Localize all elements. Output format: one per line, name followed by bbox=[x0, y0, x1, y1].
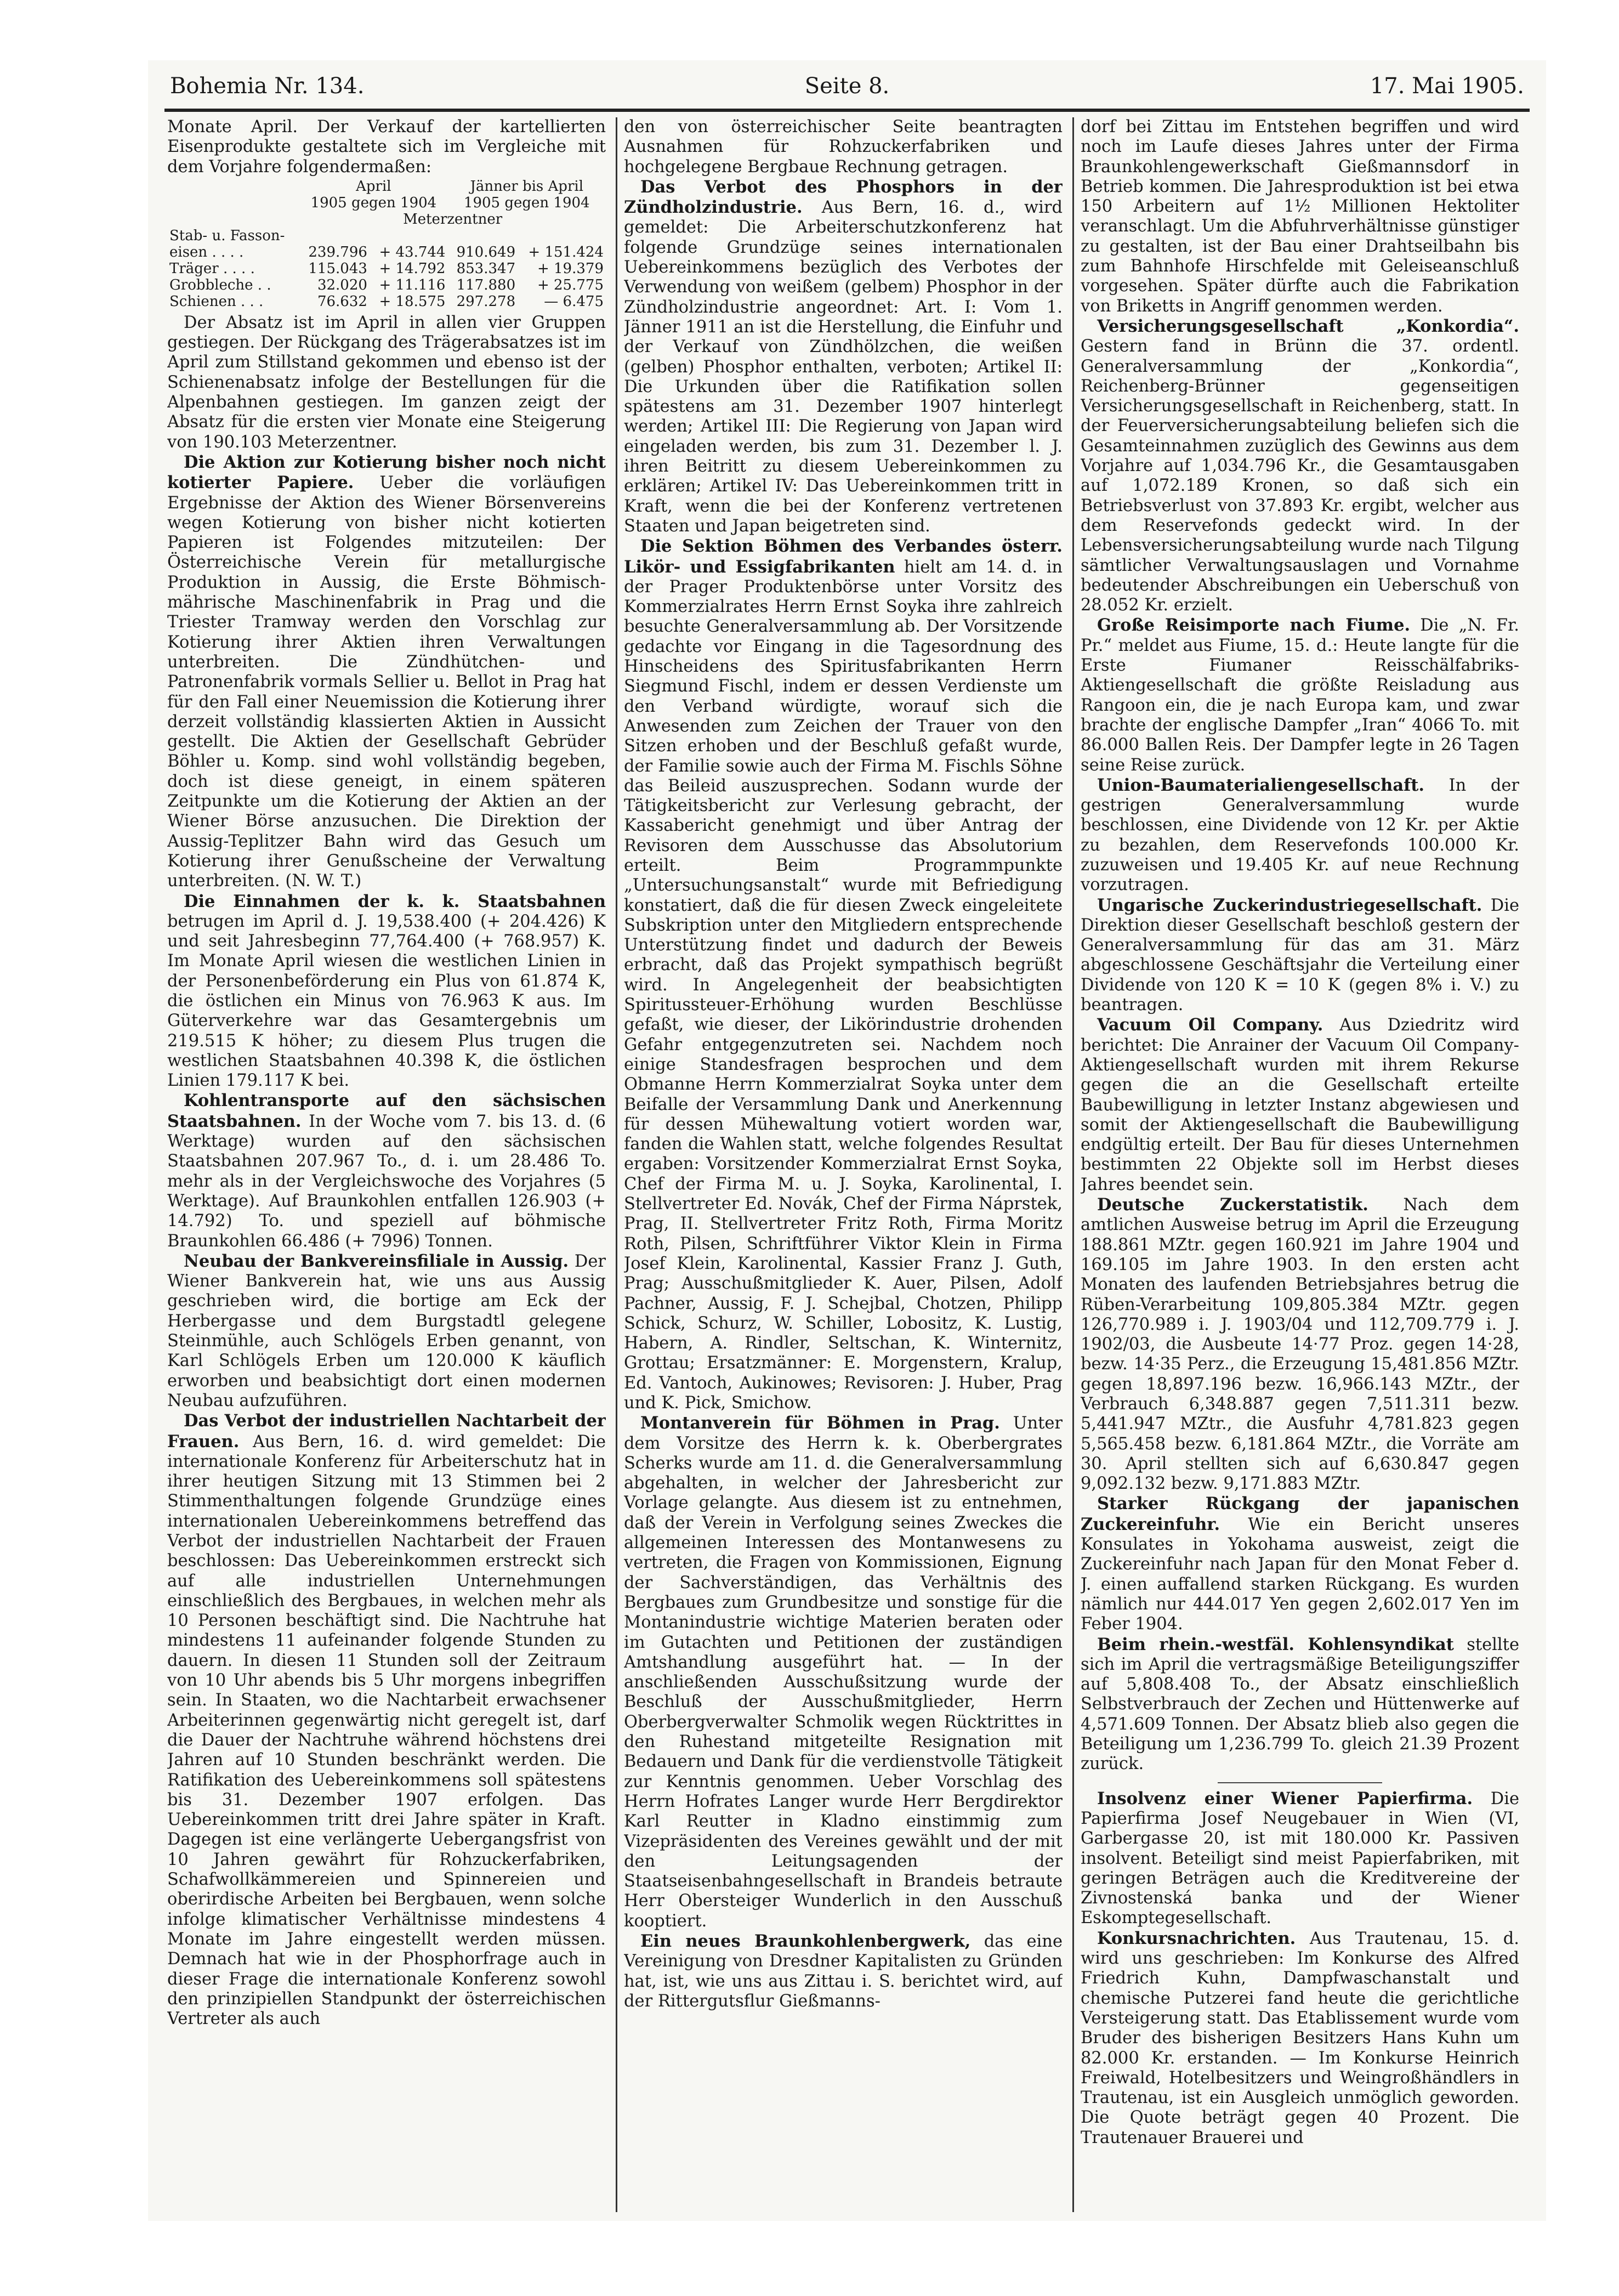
page-number: Seite 8. bbox=[804, 73, 890, 99]
table-cell: Stab- u. Fasson- bbox=[169, 227, 285, 244]
table-cell: + 14.792 bbox=[379, 260, 446, 277]
table-cell: + 151.424 bbox=[528, 243, 604, 260]
table-cell: 32.020 bbox=[317, 276, 367, 293]
article-heading: Union-Baumaterialiengesellschaft. bbox=[1097, 775, 1424, 795]
article-body: Aus Bern, 16. d. wird gemeldet: Die internationale Konferenz für Arbeiterschutz hat in ihrer heutigen Sitzung mit 13 Stimmen bei 2 Stimmenthaltungen folgende Grundzüge eines internationalen Uebereinkommens betreffend das Verbot der industriellen Nachtarbeit der Frauen beschlossen: Das Uebereinkommen erstreckt sich auf alle industriellen Unternehmungen einschließlich des Bergbaues, in welchen mehr als 10 Personen beschäftigt sind. Die Nachtruhe hat mindestens 11 aufeinander folgende Stunden zu dauern. In diesen 11 Stunden soll der Zeitraum von 10 Uhr abends bis 5 Uhr morgens inbegriffen sein. In Staaten, wo die Nachtarbeit erwachsener Arbeiterinnen gegenwärtig nicht geregelt ist, darf die Dauer der Nachtruhe während höchstens drei Jahren auf 10 Stunden beschränkt werden. Die Ratifikation des Uebereinkommens soll spätestens bis 31. Dezember 1907 erfolgen. Das Uebereinkommen tritt drei Jahre später in Kraft. Dagegen ist eine verlängerte Uebergangsfrist von 10 Jahren gewährt für Rohzuckerfabriken, Schafwollkämmereien und Spinnereien und oberirdische Arbeiten bei Bergbauen, wenn solche infolge klimatischer Verhältnisse mindestens 4 Monate im Jahre eingestellt werden müssen. Demnach hat wie in der Phosphorfrage auch in dieser Frage die internationale Konferenz sowohl den prinzipiellen Standpunkt der österreichischen Vertreter als auch bbox=[167, 1432, 606, 2029]
article-heading: Versicherungsgesellschaft „Konkordia“. bbox=[1097, 316, 1519, 336]
article-body: Unter dem Vorsitze des Herrn k. k. Oberbergrates Scherks wurde am 11. d. die Generalversammlung abgehalten, in welcher der Jahresbericht zur Vorlage gelangte. Aus diesem ist zu entnehmen, daß der Verein in Verfolgung seines Zweckes die allgemeinen Interessen des Montanwesens zu vertreten, die Fragen von Kommissionen, Eignung der Sachverständigen, das Verhältnis des Bergbaues zum Grundbesitze und sonstige für die Montanindustrie wichtige Materien beraten oder im Gutachten und Petitionen der zuständigen Amtshandlung ausgeführt hat. — In der anschließenden Ausschußsitzung wurde der Beschluß der Ausschußmitglieder, Herrn Oberbergverwalter Schmolik wegen Rücktrittes in den Ruhestand mitgeteilte Resignation mit Bedauern und Dank für die verdienstvolle Tätigkeit zur Kenntnis genommen. Ueber Vorschlag des Herrn Hofrates Langer wurde Herr Bergdirektor Karl Reutter in Kladno einstimmig zum Vizepräsidenten des Vereines gewählt und der mit den Leitungsagenden der Staatseisenbahngesellschaft in Brandeis betraute Herr Obersteiger Wunderlich in den Ausschuß kooptiert. bbox=[624, 1414, 1063, 1931]
article-body: betrugen im April d. J. 19,538.400 (+ 204.426) K und seit Jahresbeginn 77,764.400 (+ 768.957) K. Im Monate April wiesen die westlichen Linien in der Personenbeförderung ein Plus von 61.874 K, die östlichen ein Minus von 76.963 K aus. Im Güterverkehre war das Gesamtergebnis um 219.515 K höher; zu diesem Plus trugen die westlichen Staatsbahnen 40.398 K, die östlichen Linien 179.117 K bei. bbox=[167, 911, 606, 1091]
table-cell: Grobbleche . . bbox=[169, 276, 271, 293]
table-head: April bbox=[356, 178, 391, 195]
article-body: Aus Dziedritz wird berichtet: Die Anrainer der Vacuum Oil Company-Aktiengesellschaft wurden mit ihrem Rekurse gegen die an die Gesellschaft erteilte Baubewilligung in letzter Instanz abgewiesen und somit der Aktiengesellschaft die Baubewilligung endgültig erteilt. Der Bau für dieses Unternehmen bestimmten 22 Objekte soll im Herbst dieses Jahres beendet sein. bbox=[1081, 1016, 1519, 1194]
article-body: Nach dem amtlichen Ausweise betrug im April die Erzeugung 188.861 MZtr. gegen 160.921 im Jahre 1904 und 169.105 im Jahre 1903. In den ersten acht Monaten des laufenden Betriebsjahres betrug die Rüben-Verarbeitung 109,805.384 MZtr. gegen 126,770.989 i. J. 1903/04 und 112,709.779 i. J. 1902/03, die Ausbeute 14·77 Proz. gegen 14·28, bezw. 14·35 Perz., die Erzeugung 15,481.856 MZtr. gegen 18,897.196 bezw. 16,966.143 MZtr., der Verbrauch 6,348.887 gegen 7,511.311 bezw. 5,441.947 MZtr., die Ausfuhr 4,781.823 gegen 5,565.458 bezw. 6,181.864 MZtr., die Vorräte am 30. April stellten sich auf 6,630.847 gegen 9,092.132 bezw. 9,171.883 MZtr. bbox=[1081, 1195, 1519, 1494]
article-body: stellte sich im April die vertragsmäßige Beteiligungsziffer auf 5,808.408 To., der Absatz einschließlich Selbstverbrauch der Zechen und Hüttenwerke auf 4,571.609 Tonnen. Der Absatz blieb also gegen die Beteiligung um 1,236.799 To. gleich 21.39 Prozent zurück. bbox=[1081, 1635, 1519, 1774]
table-cell: eisen . . . . bbox=[169, 243, 244, 260]
article-heading: Das Verbot des Phosphors in der Zündholzindustrie. bbox=[624, 177, 1063, 218]
article-heading: Montanverein für Böhmen in Prag. bbox=[640, 1413, 1000, 1433]
article-heading: Insolvenz einer Wiener Papierfirma. bbox=[1097, 1788, 1473, 1809]
section-divider bbox=[1218, 1782, 1382, 1783]
article-heading: Die Aktion zur Kotierung bisher noch nicht kotierter Papiere. bbox=[167, 452, 606, 493]
article-body: Gestern fand in Brünn die 37. ordentl. Generalversammlung der „Konkordia“, Reichenberg-Brünner gegenseitigen Versicherungsgesellschaft in Reichenberg, statt. In der Feuerversicherungsabteilung beliefen sich die Gesamteinnahmen zuzüglich des Gewinns aus dem Vorjahre auf 1,034.796 Kr., die Gesamtausgaben auf 1,072.189 Kronen, so daß sich ein Betriebsverlust von 37.893 Kr. ergibt, welcher aus dem Reservefonds gedeckt wird. In der Lebensversicherungsabteilung wurde nach Tilgung sämtlicher Verwaltungsauslagen und Vornahme bedeutender Abschreibungen ein Ueberschuß von 28.052 Kr. erzielt. bbox=[1081, 337, 1519, 615]
article-body: Die Papierfirma Josef Neugebauer in Wien (VI, Garbergasse 20, ist mit 180.000 Kr. Passiven insolvent. Beteiligt sind meist Papierfabriken, mit geringen Beträgen auch die Kreditvereine der Zivnostenská banka und der Wiener Eskomptegesellschaft. bbox=[1081, 1789, 1519, 1928]
table-row bbox=[167, 228, 606, 244]
table-row bbox=[167, 244, 606, 260]
article-heading: Beim rhein.-westfäl. Kohlensyndikat bbox=[1097, 1634, 1454, 1654]
column-separator bbox=[1072, 117, 1074, 2212]
table-row bbox=[167, 293, 606, 310]
article-heading: Das Verbot der industriellen Nachtarbeit der Frauen. bbox=[167, 1411, 606, 1452]
article-heading: Starker Rückgang der japanischen Zuckereinfuhr. bbox=[1081, 1494, 1519, 1534]
article-body: Die Direktion dieser Gesellschaft beschloß gestern der Generalversammlung für das am 31. März abgeschlossene Geschäftsjahr die Verteilung einer Dividende von 120 K = 10 K (gegen 8% i. V.) zu beantragen. bbox=[1081, 895, 1519, 1015]
article-heading: Vacuum Oil Company. bbox=[1097, 1015, 1323, 1035]
table-cell: + 18.575 bbox=[379, 293, 446, 310]
column-2 bbox=[624, 117, 1063, 2212]
article-heading: Kohlentransporte auf den sächsischen Staatsbahnen. bbox=[167, 1091, 606, 1131]
article-body: den von österreichischer Seite beantragten Ausnahmen für Rohzuckerfabriken und hochgelegene Bergbaue Rechnung getragen. bbox=[624, 117, 1063, 177]
article-body: das eine Vereinigung von Dresdner Kapitalisten zu Gründen hat, ist, wie uns aus Zittau i. S. berichtet wird, auf der Rittergutsflur Gießmanns- bbox=[624, 1932, 1063, 2011]
page-header bbox=[170, 66, 1524, 107]
article-body: hielt am 14. d. in der Prager Produktenbörse unter Vorsitz des Kommerzialrates Herrn Ernst Soyka ihre zahlreich besuchte Generalversammlung ab. Der Vorsitzende gedachte vor Eingang in die Tagesordnung des Hinscheidens des Spiritusfabrikanten Herrn Siegmund Fischl, indem er dessen Verdienste um den Verband würdigte, worauf sich die Anwesenden zum Zeichen der Trauer von den Sitzen erhoben und der Beschluß gefaßt wurde, der Familie sowie auch der Firma M. Fischls Söhne das Beileid auszusprechen. Sodann wurde der Tätigkeitsbericht zur Verlesung gebracht, der Kassabericht genehmigt und über Antrag der Revisoren dem Ausschusse das Absolutorium erteilt. Beim Programmpunkte „Untersuchungsanstalt“ wurde mit Befriedigung konstatiert, daß die für diesen Zweck eingeleitete Subskription unter den Mitgliedern entsprechende Unterstützung findet und dadurch der Beweis erbracht, daß das Projekt sympathisch begrüßt wird. In Angelegenheit der beabsichtigten Spiritussteuer-Erhöhung wurden Beschlüsse gefaßt, wie dieser, der Likörindustrie drohenden Gefahr entgegenzutreten sei. Nachdem noch einige Standesfragen besprochen und dem Obmanne Herrn Kommerzialrat Soyka unter dem Beifalle der Versammlung Dank und Anerkennung für dessen Mühewaltung votiert worden war, fanden die Wahlen statt, welche folgendes Resultat ergaben: Vorsitzender Kommerzialrat Ernst Soyka, Chef der Firma M. u. J. Soyka, Karolinental, I. Stellvertreter Ed. Novák, Chef der Firma Náprstek, Prag, II. Stellvertreter Fritz Roth, Firma Moritz Roth, Pilsen, Schriftführer Viktor Klein in Firma Josef Klein, Karolinental, Kassier Franz J. Guth, Prag; Ausschußmitglieder K. Auer, Pilsen, Adolf Pachner, Aussig, F. J. Schejbal, Chotzen, Philipp Schick, Schurz, W. Schiller, Lobositz, K. Lustig, Habern, A. Rindler, Seltschan, K. Winternitz, Grottau; Ersatzmänner: E. Morgenstern, Kralup, Ed. Vantoch, Aukinowes; Revisoren: J. Huber, Prag und K. Pick, Smichow. bbox=[624, 557, 1063, 1413]
table-cell: 910.649 bbox=[456, 243, 516, 260]
article-heading: Konkursnachrichten. bbox=[1097, 1928, 1296, 1948]
article-body: Die „N. Fr. Pr.“ meldet aus Fiume, 15. d.: Heute langte für die Erste Fiumaner Reisschälfabriks-Aktiengesellschaft die größte Reisladung aus Rangoon ein, die je nach Europa kam, und zwar brachte der englische Dampfer „Iran“ 4066 To. mit 86.000 Ballen Reis. Der Dampfer legte in 26 Tagen seine Reise zurück. bbox=[1081, 616, 1519, 775]
table-cell: 239.796 bbox=[308, 243, 367, 260]
masthead-issue: Bohemia Nr. 134. bbox=[170, 73, 365, 99]
table-cell: 76.632 bbox=[317, 293, 367, 310]
article-heading: Die Sektion Böhmen des Verbandes österr. Likör- und Essigfabrikanten bbox=[624, 536, 1063, 577]
table-head: 1905 gegen 1904 bbox=[310, 194, 437, 211]
issue-date: 17. Mai 1905. bbox=[1370, 73, 1524, 99]
article-body: Der Absatz ist im April in allen vier Gruppen gestiegen. Der Rückgang des Trägerabsatzes ist im April zum Stillstand gekommen und ebenso ist der Schienenabsatz infolge der Bestellungen für die Alpenbahnen gestiegen. Im ganzen zeigt der Absatz für die ersten vier Monate eine Steigerung von 190.103 Meterzentner. bbox=[167, 313, 606, 452]
table-cell: — 6.475 bbox=[544, 293, 604, 310]
column-3 bbox=[1081, 117, 1519, 2212]
table-row bbox=[167, 277, 606, 293]
article-heading: Große Reisimporte nach Fiume. bbox=[1097, 615, 1411, 636]
article-body: In der gestrigen Generalversammlung wurde beschlossen, eine Dividende von 12 Kr. per Aktie zu bezahlen, dem Reservefonds 100.000 Kr. zuzuweisen und 19.405 Kr. auf neue Rechnung vorzutragen. bbox=[1081, 775, 1519, 895]
table-cell: 117.880 bbox=[456, 276, 516, 293]
article-heading: Deutsche Zuckerstatistik. bbox=[1097, 1195, 1368, 1215]
column-separator bbox=[616, 117, 617, 2212]
header-rule bbox=[164, 109, 1530, 112]
article-body: dorf bei Zittau im Entstehen begriffen und wird noch im Laufe dieses Jahres unter der Firma Braunkohlengewerkschaft Gießmannsdorf in Betrieb kommen. Die Jahresproduktion ist bei etwa 150 Arbeitern auf 1½ Millionen Hektoliter veranschlagt. Um die Abfuhrverhältnisse günstiger zu gestalten, ist der Bau einer Drahtseilbahn bis zum Bahnhofe Hirschfelde mit Geleiseanschluß vorgesehen. Später dürfte auch die Fabrikation von Briketts in Angriff genommen werden. bbox=[1081, 117, 1519, 316]
article-body: Ueber die vorläufigen Ergebnisse der Aktion des Wiener Börsenvereins wegen Kotierung von bisher nicht kotierten Papieren ist Folgendes mitzuteilen: Der Österreichische Verein für metallurgische Produktion in Aussig, die Erste Böhmisch-mährische Maschinenfabrik in Prag und die Triester Tramway werden den Vorschlag zur Kotierung ihrer Aktien ihren Verwaltungen unterbreiten. Die Zündhütchen- und Patronenfabrik vormals Sellier u. Bellot in Prag hat für den Fall einer Neuemission die Kotierung ihrer derzeit vollständig klassierten Aktien in Aussicht gestellt. Die Aktien der Gesellschaft Gebrüder Böhler u. Komp. sind wohl vollständig begeben, doch ist diese geneigt, in einem späteren Zeitpunkte um die Kotierung der Aktien an der Wiener Börse anzusuchen. Die Direktion der Aussig-Teplitzer Bahn wird das Gesuch um Kotierung ihrer Genußscheine der Verwaltung unterbreiten. (N. W. T.) bbox=[167, 473, 606, 891]
table-cell: + 19.379 bbox=[537, 260, 604, 277]
table-cell: 115.043 bbox=[308, 260, 367, 277]
article-body: Aus Trautenau, 15. d. wird uns geschrieben: Im Konkurse des Alfred Friedrich Kuhn, Dampfwaschanstalt und chemische Putzerei fand heute die gerichtliche Versteigerung statt. Das Etablissement wurde vom Bruder des bisherigen Besitzers Hans Kuhn um 82.000 Kr. erstanden. — Im Konkurse Heinrich Freiwald, Hotelbesitzers und Weingroßhändlers in Trautenau, ist ein Ausgleich unmöglich geworden. Die Quote beträgt gegen 40 Prozent. Die Trautenauer Brauerei und bbox=[1081, 1929, 1519, 2147]
table-head: 1905 gegen 1904 bbox=[463, 194, 590, 211]
article-body: Der Wiener Bankverein hat, wie uns aus Aussig geschrieben wird, die bortige am Eck der Herbergasse und dem Burgstadtl gelegene Steinmühle, auch Schlögels Erben genannt, von Karl Schlögels Erben um 120.000 K käuflich erworben und beabsichtigt dort einen modernen Neubau aufzuführen. bbox=[167, 1251, 606, 1410]
article-heading: Ungarische Zuckerindustriegesellschaft. bbox=[1097, 895, 1482, 915]
article-intro: Monate April. Der Verkauf der kartellierten Eisenprodukte gestaltete sich im Vergleiche mit dem Vorjahre folgendermaßen: bbox=[167, 117, 606, 177]
table-cell: 853.347 bbox=[456, 260, 516, 277]
article-heading: Ein neues Braunkohlenbergwerk, bbox=[640, 1931, 971, 1952]
table-unit: Meterzentner bbox=[403, 211, 503, 228]
article-heading: Die Einnahmen der k. k. Staatsbahnen bbox=[184, 891, 606, 911]
table-head: Jänner bis April bbox=[470, 178, 584, 195]
iron-sales-table bbox=[167, 178, 606, 310]
article-body: In der Woche vom 7. bis 13. d. (6 Werktage) wurden auf den sächsischen Staatsbahnen 207.967 To., d. i. um 28.486 To. mehr als in der Vergleichswoche des Vorjahres (5 Werktage). Auf Braunkohlen entfallen 126.903 (+ 14.792) To. und speziell auf böhmische Braunkohlen 66.486 (+ 7996) Tonnen. bbox=[167, 1112, 606, 1251]
table-row bbox=[167, 260, 606, 277]
article-body: Wie ein Bericht unseres Konsulates in Yokohama ausweist, zeigt die Zuckereinfuhr nach Japan für den Monat Feber d. J. einen auffallend starken Rückgang. Es wurden nämlich nur 444.017 Yen gegen 2,602.017 Yen im Feber 1904. bbox=[1081, 1515, 1519, 1634]
table-cell: 297.278 bbox=[456, 293, 516, 310]
article-heading: Neubau der Bankvereinsfiliale in Aussig. bbox=[184, 1251, 569, 1271]
table-cell: Träger . . . . bbox=[169, 260, 255, 277]
article-body: Aus Bern, 16. d., wird gemeldet: Die Arbeiterschutzkonferenz hat folgende Grundzüge seines internationalen Uebereinkommens bezüglich des Verbotes der Verwendung von weißem (gelbem) Phosphor in der Zündholzindustrie angeordnet: Art. I: Vom 1. Jänner 1911 an ist die Herstellung, die Einfuhr und der Verkauf von Zündhölzchen, die weißen (gelben) Phosphor enthalten, verboten; Artikel II: Die Urkunden über die Ratifikation sollen spätestens am 31. Dezember 1907 hinterlegt werden; Artikel III: Die Regierung von Japan wird eingeladen werden, bis zum 31. Dezember l. J. ihren Beitritt zu diesem Uebereinkommen zu erklären; Artikel IV: Das Uebereinkommen tritt in Kraft, wenn die bei der Konferenz vertretenen Staaten und Japan beigetreten sind. bbox=[624, 198, 1063, 536]
table-cell: + 11.116 bbox=[379, 276, 446, 293]
column-1 bbox=[167, 117, 606, 2212]
table-cell: Schienen . . . bbox=[169, 293, 264, 310]
table-cell: + 43.744 bbox=[379, 243, 446, 260]
table-cell: + 25.775 bbox=[537, 276, 604, 293]
